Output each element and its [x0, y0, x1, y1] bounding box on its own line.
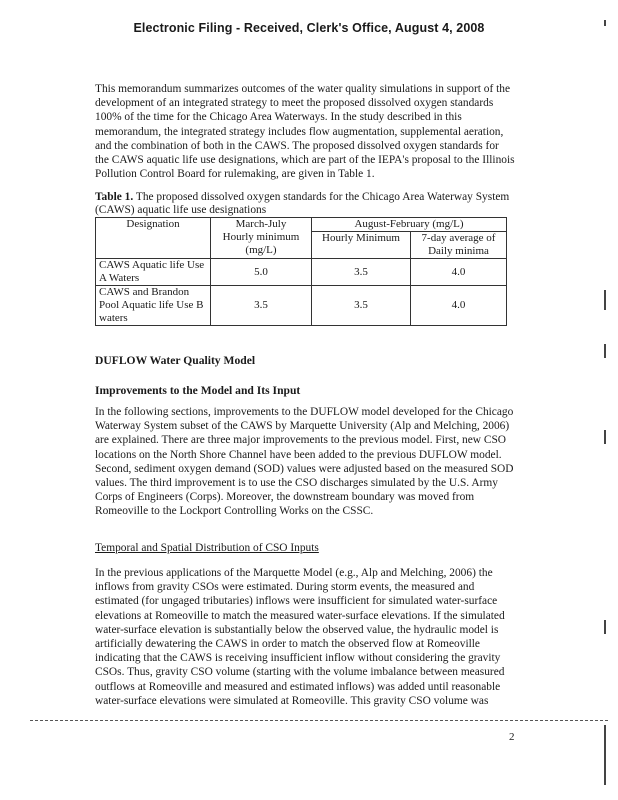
header-aug-feb-7day: 7-day average of Daily minima	[411, 232, 507, 259]
scan-margin-mark	[604, 20, 606, 26]
header-aug-feb-hourly: Hourly Minimum	[312, 232, 411, 259]
table-header-row	[96, 218, 507, 232]
table-caption	[95, 191, 515, 216]
row-designation: CAWS and Brandon Pool Aquatic life Use B waters	[96, 286, 211, 326]
row-aug-feb-7day: 4.0	[411, 259, 507, 286]
footer-divider	[30, 720, 608, 721]
row-aug-feb-7day: 4.0	[411, 286, 507, 326]
table-row	[96, 286, 507, 326]
header-march-july	[211, 218, 312, 259]
row-march-july: 5.0	[211, 259, 312, 286]
scan-margin-mark	[604, 620, 606, 634]
subsection-title: Improvements to the Model and Its Input	[95, 384, 301, 397]
cso-subheading: Temporal and Spatial Distribution of CSO Inputs	[95, 542, 319, 554]
table-caption-label: Table 1.	[95, 191, 134, 203]
intro-paragraph: This memorandum summarizes outcomes of the water quality simulations in support of the development of an integrated strategy to meet the proposed dissolved oxygen standards 100% of the time for the Chicago Area Waterways. In the study described in this memorandum, the integrated strategy includes flow augmentation, supplemental aeration, and the combination of both in the CAWS. The proposed dissolved oxygen standards for the CAWS aquatic life use designations, which are part of the IEPA's proposal to the Illinois Pollution Control Board for rulemaking, are given in Table 1.	[95, 83, 515, 181]
page-number: 2	[509, 731, 515, 743]
section-title: DUFLOW Water Quality Model	[95, 354, 256, 367]
header-march-july-title: March-July	[235, 218, 287, 230]
cso-paragraph: In the previous applications of the Marquette Model (e.g., Alp and Melching, 2006) the inflows from gravity CSOs were estimated. During storm events, the measured and estimated (for ungaged tributaries) inflows were insufficient for simulated water-surface elevations at Romeoville to match the measured water-surface elevations. If the simulated water-surface elevation is substantially below the observed value, the hydraulic model is artificially dewatering the CAWS in order to match the observed flow at Romeoville indicating that the CAWS is receiving insufficient inflow without considering the gravity CSOs. Thus, gravity CSO volume (starting with the volume imbalance between measured outflows at Romeoville and measured and estimated inflows) was added until reasonable water-surface elevations were simulated at Romeoville. This gravity CSO volume was	[95, 567, 505, 707]
row-designation: CAWS Aquatic life Use A Waters	[96, 259, 211, 286]
dissolved-oxygen-table	[95, 217, 507, 326]
scan-margin-mark	[604, 430, 606, 444]
header-aug-feb: August-February (mg/L)	[312, 218, 507, 232]
row-aug-feb-hourly: 3.5	[312, 259, 411, 286]
row-march-july: 3.5	[211, 286, 312, 326]
scan-margin-mark	[604, 290, 606, 310]
table-caption-text: The proposed dissolved oxygen standards for the Chicago Area Waterway System (CAWS) aquatic life use designations	[95, 191, 510, 216]
filing-header: Electronic Filing - Received, Clerk's Office, August 4, 2008	[133, 21, 485, 35]
header-march-july-sub: Hourly minimum (mg/L)	[222, 231, 300, 256]
row-aug-feb-hourly: 3.5	[312, 286, 411, 326]
scan-margin-mark	[604, 725, 606, 785]
table-row	[96, 259, 507, 286]
scan-margin-mark	[604, 344, 606, 358]
improvements-paragraph: In the following sections, improvements to the DUFLOW model developed for the Chicago Waterway System subset of the CAWS by Marquette University (Alp and Melching, 2006) are explained. There are three major improvements to the previous model. First, new CSO locations on the North Shore Channel have been added to the previous DUFLOW model. Second, sediment oxygen demand (SOD) values were adjusted based on the measured SOD values. The third improvement is to use the CSO discharges simulated by the U.S. Army Corps of Engineers (Corps). Moreover, the downstream boundary was moved from Romeoville to the Lockport Controlling Works on the CSSC.	[95, 406, 514, 518]
header-designation: Designation	[96, 218, 211, 259]
